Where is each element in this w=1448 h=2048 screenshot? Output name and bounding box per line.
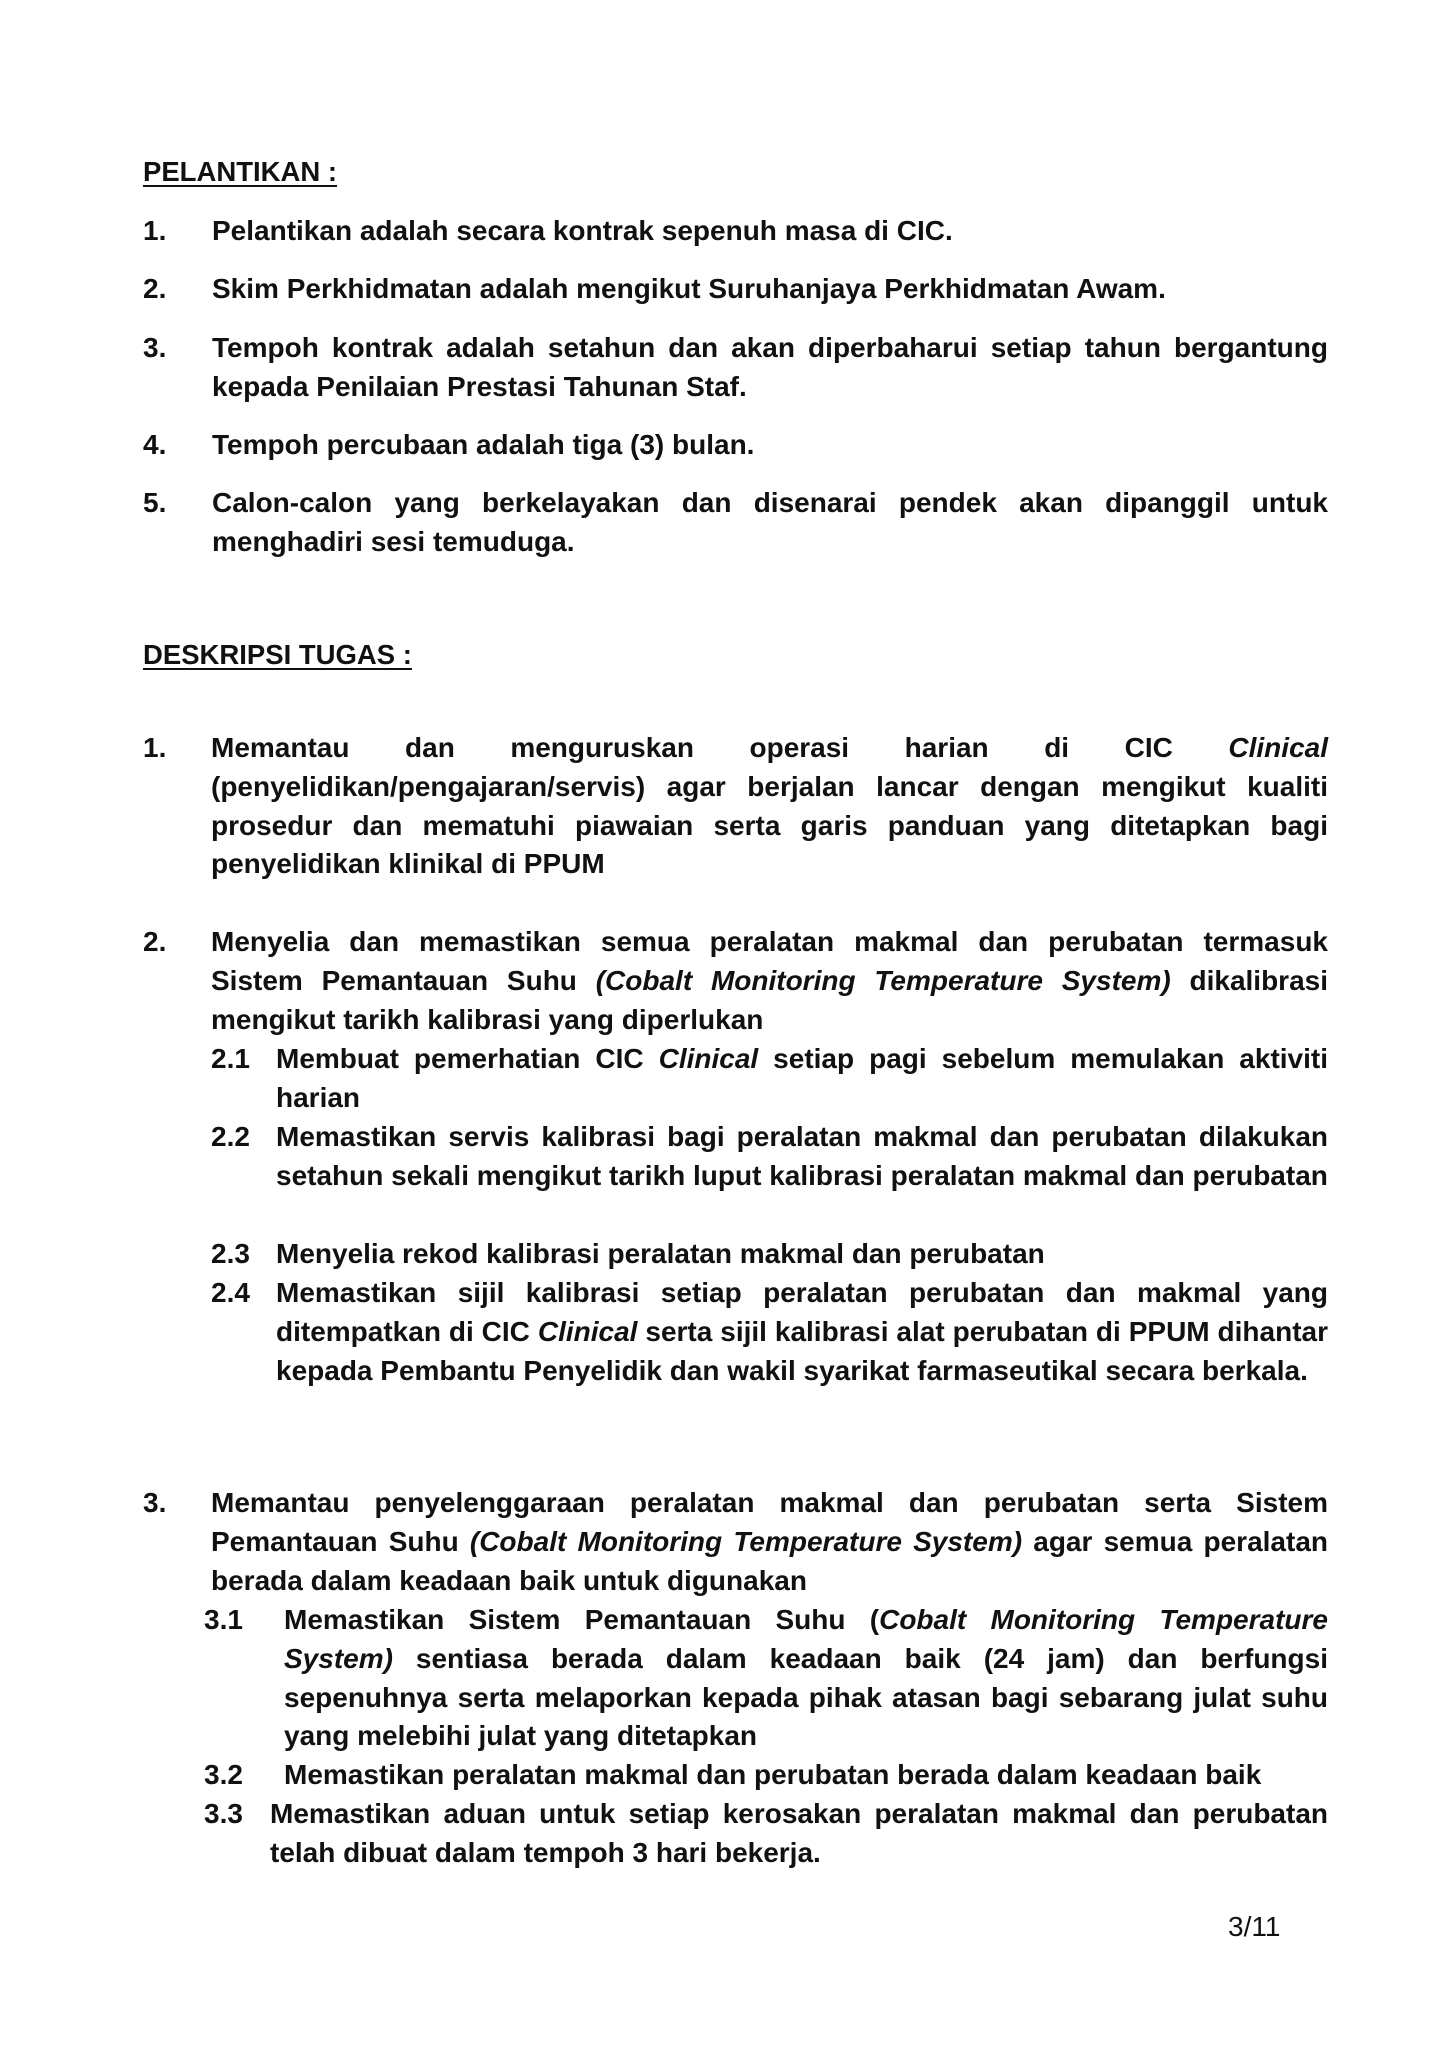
sub-text: Membuat pemerhatian CIC Clinical setiap pagi sebelum memulakan aktiviti harian: [276, 1043, 1329, 1113]
sub-number: 2.1: [211, 1043, 250, 1074]
item-text: Tempoh percubaan adalah tiga (3) bulan.: [212, 429, 755, 460]
item-text: Skim Perkhidmatan adalah mengikut Suruhanjaya Perkhidmatan Awam.: [212, 273, 1166, 304]
sub-text: Memastikan Sistem Pemantauan Suhu (Cobalt Monitoring Temperature System) sentiasa berada dalam keadaan baik (24 jam) dan berfungsi sepenuhnya serta melaporkan kepada pihak atasan bagi sebarang julat suhu yang melebihi julat yang ditetapkan: [284, 1604, 1328, 1752]
duties-heading: DESKRIPSI TUGAS :: [143, 639, 412, 670]
item-text: Memantau penyelenggaraan peralatan makmal dan perubatan serta Sistem Pemantauan Suhu (Cobalt Monitoring Temperature System) agar semua peralatan berada dalam keadaan baik untuk digunakan: [211, 1487, 1328, 1596]
item-number: 2.: [143, 926, 167, 957]
item-text: Memantau dan menguruskan operasi harian di CIC Clinical (penyelidikan/pengajaran/servis) agar berjalan lancar dengan mengikut kualiti prosedur dan mematuhi piawaian serta garis panduan yang ditetapkan bagi penyelidikan klinikal di PPUM: [211, 732, 1328, 880]
sub-text: Memastikan sijil kalibrasi setiap peralatan perubatan dan makmal yang ditempatkan di CIC Clinical serta sijil kalibrasi alat perubatan di PPUM dihantar kepada Pembantu Penyelidik dan wakil syarikat farmaseutikal secara berkala.: [276, 1277, 1328, 1386]
appointment-heading: PELANTIKAN :: [143, 156, 338, 187]
sub-number: 2.2: [211, 1121, 250, 1152]
sub-text: Menyelia rekod kalibrasi peralatan makmal dan perubatan: [276, 1238, 1045, 1269]
item-text: Menyelia dan memastikan semua peralatan makmal dan perubatan termasuk Sistem Pemantauan Suhu (Cobalt Monitoring Temperature System) dikalibrasi mengikut tarikh kalibrasi yang diperlukan: [211, 926, 1328, 1035]
item-number: 4.: [143, 429, 167, 460]
item-number: 2.: [143, 273, 167, 304]
sub-number: 2.3: [211, 1238, 250, 1269]
page-number: 3/11: [1228, 1911, 1281, 1942]
item-number: 1.: [143, 215, 167, 246]
item-number: 3.: [143, 1487, 167, 1518]
item-text: Pelantikan adalah secara kontrak sepenuh masa di CIC.: [212, 215, 953, 246]
item-number: 5.: [143, 487, 167, 518]
item-number: 1.: [143, 732, 167, 763]
item-text: Tempoh kontrak adalah setahun dan akan diperbaharui setiap tahun bergantung kepada Penilaian Prestasi Tahunan Staf.: [212, 332, 1328, 402]
sub-text: Memastikan aduan untuk setiap kerosakan peralatan makmal dan perubatan telah dibuat dalam tempoh 3 hari bekerja.: [270, 1798, 1328, 1868]
sub-number: 3.1: [204, 1604, 243, 1635]
item-text: Calon-calon yang berkelayakan dan disenarai pendek akan dipanggil untuk menghadiri sesi temuduga.: [212, 487, 1328, 557]
item-number: 3.: [143, 332, 167, 363]
sub-text: Memastikan peralatan makmal dan perubatan berada dalam keadaan baik: [284, 1759, 1262, 1790]
sub-number: 3.3: [204, 1798, 243, 1829]
sub-text: Memastikan servis kalibrasi bagi peralatan makmal dan perubatan dilakukan setahun sekali mengikut tarikh luput kalibrasi peralatan makmal dan perubatan: [276, 1121, 1328, 1191]
sub-number: 2.4: [211, 1277, 250, 1308]
sub-number: 3.2: [204, 1759, 243, 1790]
